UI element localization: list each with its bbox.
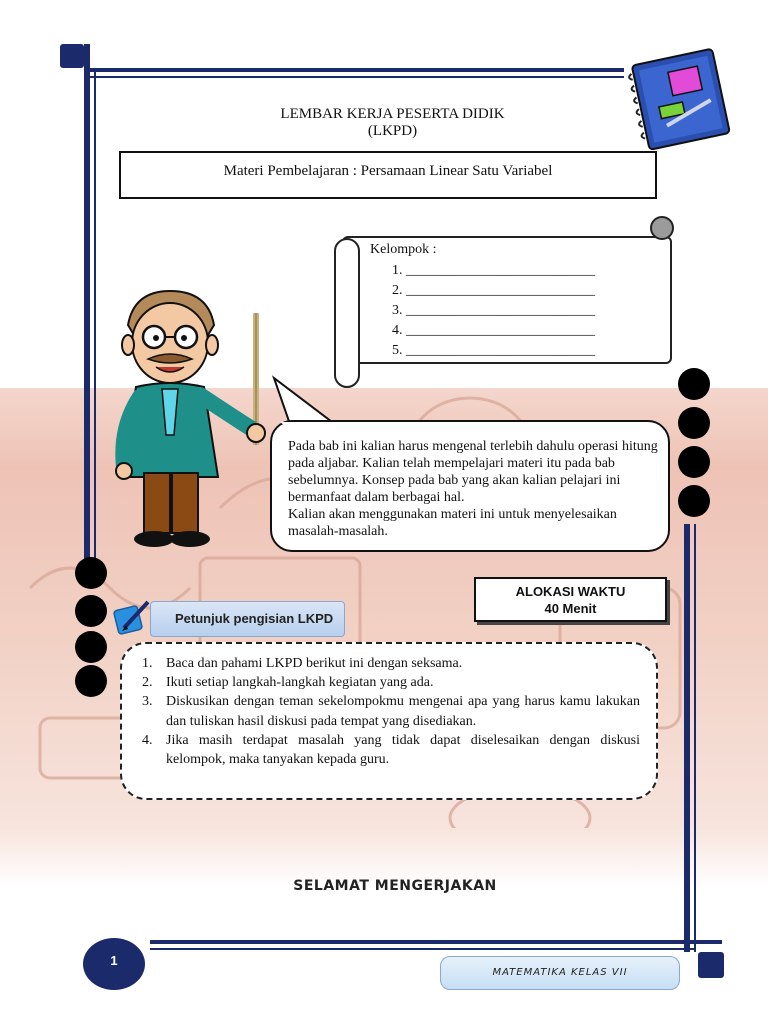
time-allocation-value: 40 Menit [544, 601, 597, 616]
closing-message: SELAMAT MENGERJAKAN [293, 878, 497, 894]
scroll-roll [334, 238, 360, 388]
materi-text: Materi Pembelajaran : Persamaan Linear Satu Variabel [223, 163, 553, 179]
member-line-4[interactable]: 4. ___________________________ [392, 323, 595, 338]
instruction-text: Jika masih terdapat masalah yang tidak dapat diselesaikan dengan diskusi kelompok, maka tanyakan kepada guru. [166, 732, 640, 768]
teacher-illustration [100, 285, 280, 555]
member-line-3[interactable]: 3. ___________________________ [392, 303, 595, 318]
kelompok-member-list [392, 261, 595, 361]
binder-hole-left-4 [75, 665, 107, 697]
frame-top-bar [84, 68, 624, 72]
instruction-number: 1. [142, 656, 153, 671]
binder-hole-left-1 [75, 557, 107, 589]
notebook-icon [622, 44, 742, 156]
page-number-badge [83, 938, 145, 990]
corner-square-top-left [60, 44, 84, 68]
page-number: 1 [110, 953, 118, 968]
instruction-text: Baca dan pahami LKPD berikut ini dengan seksama. [166, 656, 463, 671]
instructions-heading: Petunjuk pengisian LKPD [175, 611, 334, 626]
frame-bottom-bar-thin [150, 948, 696, 950]
frame-left-bar-thin [94, 72, 96, 564]
scroll-curl [650, 216, 674, 240]
binder-hole-left-2 [75, 595, 107, 627]
binder-hole-right-3 [678, 446, 710, 478]
instruction-item [142, 731, 640, 769]
speech-paragraph-2: Kalian akan menggunakan materi ini untuk menyelesaikan masalah-masalah. [288, 507, 617, 539]
member-line-2[interactable]: 2. ___________________________ [392, 283, 595, 298]
instructions-list [142, 654, 640, 769]
instruction-item [142, 692, 640, 730]
binder-hole-right-1 [678, 368, 710, 400]
instruction-item [142, 673, 640, 692]
corner-square-bottom-right [698, 952, 724, 978]
speech-text [288, 438, 660, 540]
instruction-number: 3. [142, 694, 153, 710]
instruction-text: Diskusikan dengan teman sekelompokmu mengenai apa yang harus kamu lakukan dan tuliskan hasil diskusi pada tempat yang disediakan. [166, 694, 640, 729]
instruction-number: 4. [142, 732, 153, 748]
member-line-5[interactable]: 5. ___________________________ [392, 343, 595, 358]
frame-left-bar [84, 44, 90, 564]
frame-right-bar [684, 524, 690, 952]
frame-top-bar-thin [84, 76, 624, 78]
instruction-item [142, 654, 640, 673]
materi-box [119, 151, 657, 199]
binder-hole-right-4 [678, 485, 710, 517]
binder-hole-left-3 [75, 631, 107, 663]
frame-bottom-bar [150, 940, 722, 944]
title-line-1: LEMBAR KERJA PESERTA DIDIK [280, 106, 505, 122]
member-line-1[interactable]: 1. ___________________________ [392, 263, 595, 278]
speech-paragraph-1: Pada bab ini kalian harus mengenal terlebih dahulu operasi hitung pada aljabar. Kalian telah mempelajari materi itu pada bab sebelumnya. Konsep pada bab yang akan kalian pelajari ini bermanfaat dalam berbagai hal. [288, 439, 658, 505]
time-allocation-label: ALOKASI WAKTU [515, 584, 626, 599]
binder-hole-right-2 [678, 407, 710, 439]
instruction-text: Ikuti setiap langkah-langkah kegiatan yang ada. [166, 675, 434, 691]
title-line-2: (LKPD) [367, 123, 418, 139]
time-allocation-box [474, 577, 667, 622]
instructions-heading-tag [150, 601, 345, 637]
pencil-notepad-icon [112, 598, 154, 638]
subject-footer-tag [440, 956, 680, 990]
frame-right-bar-thin [694, 524, 696, 952]
instruction-number: 2. [142, 675, 153, 691]
document-title [200, 106, 585, 140]
subject-label: MATEMATIKA KELAS VII [492, 967, 628, 978]
kelompok-label: Kelompok : [370, 242, 437, 257]
